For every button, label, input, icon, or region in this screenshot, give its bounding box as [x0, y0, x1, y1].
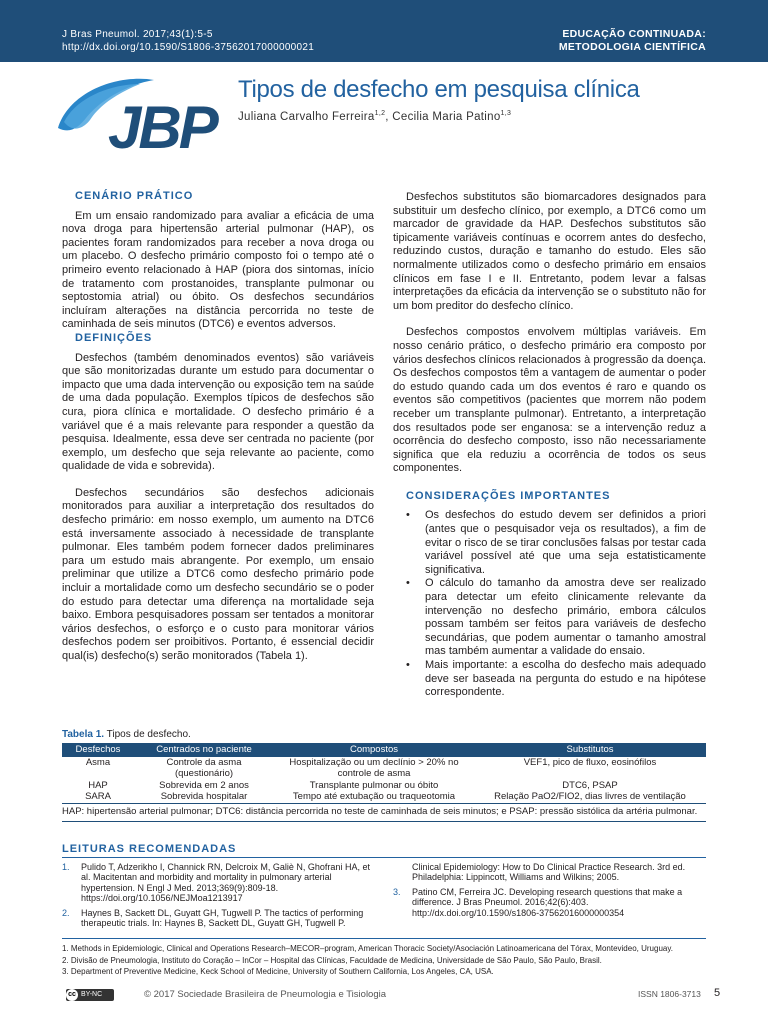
considerations-list: [406, 509, 706, 699]
cc-icon: cc: [66, 989, 78, 1001]
cc-license-badge[interactable]: [66, 989, 114, 1001]
references-heading: LEITURAS RECOMENDADAS: [62, 843, 706, 858]
table-cell: DTC6, PSAP: [562, 779, 618, 791]
reference-item: [393, 887, 706, 918]
table-cell: Hospitalização ou um declínio > 20% no controle de asma: [289, 756, 459, 779]
table-cell: HAP: [88, 779, 108, 791]
issn: ISSN 1806-3713: [638, 989, 701, 999]
table-caption: [62, 729, 706, 741]
author-1[interactable]: Juliana Carvalho Ferreira: [238, 110, 375, 123]
col-header: Substitutos: [566, 744, 614, 755]
journal-header-bar: [0, 0, 768, 62]
section-label: [559, 28, 706, 54]
reference-text[interactable]: Haynes B, Sackett DL, Guyatt GH, Tugwell P. The tactics of performing therapeutic trials. In: Haynes B, Sackett DL, Guyatt GH, Tugwell P.: [81, 907, 364, 929]
table-cell: Sobrevida em 2 anos: [159, 779, 249, 791]
list-item: • Os desfechos do estudo devem ser definidos a priori (antes que o pesquisador veja os resultados), a fim de evitar o risco de se tirar conclusões falsas por testar cada variável possível até que uma seja estatisticamente significativa.: [406, 509, 706, 577]
right-column: [393, 191, 706, 700]
table-cell: SARA: [62, 791, 134, 803]
jbp-logo: [50, 70, 225, 165]
list-item: • O cálculo do tamanho da amostra deve ser realizado para detectar um efeito clinicamente relevante da intervenção no desfecho primário, embora cálculos possam também ser feitos para variáveis de desfecho secundárias, que podem aumentar o tamanho amostral mas também aumentar a validade do ensaio.: [406, 577, 706, 659]
table-cell: Transplante pulmonar ou óbito: [309, 779, 439, 791]
table-cell: VEF1, pico de fluxo, eosinófilos: [523, 756, 657, 768]
table-caption-label: Tabela 1.: [62, 729, 105, 740]
col-header: Compostos: [349, 744, 399, 755]
reference-number: 3.: [393, 886, 401, 897]
citation-line: J Bras Pneumol. 2017;43(1):5-5: [62, 29, 213, 40]
author-separator: ,: [385, 110, 393, 123]
table-row: [62, 791, 706, 803]
col-header: Centrados no paciente: [156, 744, 252, 755]
table-1: [62, 729, 706, 822]
reference-item: [62, 908, 374, 929]
paragraph: Desfechos secundários são desfechos adicionais monitorados para auxiliar a interpretação dos resultados do desfecho primário: em nosso exemplo, um aumento na DTC6 está inversamente associado à necessidade de transplante pulmonar. Eles também podem fornecer dados preliminares para um estudo mais abrangente. Por exemplo, um ensaio preliminar que utilize a DTC6 como desfecho primário pode incluir a mortalidade como um desfecho secundário se o poder do estudo para detectar uma diferença na mortalidade seja baixo. Embora pesquisadores possam ser tentados a monitorar vários desfechos, o esforço e o custo para monitorar vários desfechos podem ser proibitivos. Portanto, é essencial decidir qual(is) desfecho(s) serão monitorados (Tabela 1).: [62, 486, 374, 662]
section-line-1: EDUCAÇÃO CONTINUADA:: [562, 28, 706, 40]
copyright: © 2017 Sociedade Brasileira de Pneumologia e Tisiologia: [144, 989, 387, 1000]
section-line-2: METODOLOGIA CIENTÍFICA: [558, 41, 706, 53]
reference-item: [393, 862, 706, 883]
table-caption-text: Tipos de desfecho.: [104, 729, 191, 740]
article-title: Tipos de desfecho em pesquisa clínica: [238, 76, 640, 103]
references-section: [62, 843, 706, 942]
author-1-affil: 1,2: [374, 110, 386, 117]
list-item: • Mais importante: a escolha do desfecho mais adequado deve ser baseada na pergunta do estudo e na hipótese correspondente.: [406, 659, 706, 700]
table-row: [62, 757, 706, 780]
table-cell: Tempo até extubação ou traqueotomia: [274, 791, 474, 803]
col-header: Desfechos: [75, 744, 121, 755]
table-header-row: [62, 743, 706, 757]
logo-text: JBP: [108, 94, 216, 161]
table-cell: Sobrevida hospitalar: [134, 791, 274, 803]
outcomes-table: [62, 743, 706, 804]
author-2-affil: 1,3: [500, 110, 512, 117]
affiliation-line: 3. Department of Preventive Medicine, Keck School of Medicine, University of Southern California, Los Angeles, CA, USA.: [62, 967, 494, 976]
section-heading-consideracoes: CONSIDERAÇÕES IMPORTANTES: [406, 489, 611, 502]
section-heading-cenario: CENÁRIO PRÁTICO: [75, 190, 194, 202]
affiliation-line: 1. Methods in Epidemiologic, Clinical and Operations Research–MECOR–program, American Thoracic Society/Asociación Latinoamericana del Tórax, Montevideo, Uruguay.: [62, 944, 673, 953]
reference-text[interactable]: Clinical Epidemiology: How to Do Clinical Practice Research. 3rd ed. Philadelphia: Lippincott, Williams and Wilkins; 2005.: [412, 862, 686, 883]
left-column: [62, 190, 374, 664]
table-footnote: HAP: hipertensão arterial pulmonar; DTC6: distância percorrida no teste de caminhada de seis minutos; e PSAP: pressão sistólica da artéria pulmonar.: [62, 804, 706, 822]
license-label: BY-NC: [81, 991, 103, 998]
reference-text[interactable]: Patino CM, Ferreira JC. Developing research questions that make a difference. J Bras Pneumol. 2016;42(6):403. http://dx.doi.org/10.1590/s1806-37562016000000354: [412, 886, 683, 918]
authors-line: [238, 110, 511, 123]
citation-block: [62, 28, 314, 54]
table-cell: Asma: [85, 756, 111, 768]
references-right: [393, 862, 706, 922]
reference-number: 1.: [62, 862, 70, 872]
table-cell: Controle da asma (questionário): [166, 756, 242, 779]
reference-number: 2.: [62, 907, 70, 918]
section-heading-definicoes: DEFINIÇÕES: [75, 331, 153, 344]
affiliations: [62, 938, 706, 978]
page-footer: [62, 988, 726, 1002]
page-number: 5: [714, 987, 721, 999]
author-2[interactable]: Cecilia Maria Patino: [392, 110, 501, 123]
affiliation-line: 2. Divisão de Pneumologia, Instituto do Coração – InCor – Hospital das Clínicas, Faculdade de Medicina, Universidade de São Paulo, São Paulo, Brasil.: [62, 955, 602, 965]
paragraph: Desfechos substitutos são biomarcadores designados para substituir um desfecho clínico, por exemplo, a DTC6 como um marcador de gravidade da HAP. Desfechos substitutos são tipicamente variáveis contínuas e ocorrem antes do desfecho, reduzindo custos, duração e tamanho do estudo. Eles são normalmente utilizados como o desfecho primário em ensaios clínicos em fase I e II. Entretanto, podem levar a falsas interpretações da eficácia da intervenção se o substituto não for um bom preditor do desfecho clínico.: [393, 191, 706, 312]
reference-item: [62, 862, 374, 904]
reference-text[interactable]: Pulido T, Adzerikho I, Channick RN, Delcroix M, Galiè N, Ghofrani HA, et al. Macitentan and morbidity and mortality in pulmonary arterial hypertension. N Engl J Med. 2013;369(9):809-18. https://doi.org/10.1056/NEJMoa1213917: [81, 862, 370, 904]
paragraph: Desfechos compostos envolvem múltiplas variáveis. Em nosso cenário prático, o desfecho primário era composto por vários desfechos clínicos relacionados à progressão da doença. Os desfechos compostos têm a vantagem de aumentar o poder do estudo quando cada um dos eventos é raro e quando os eventos são competitivos (pacientes que morrem não podem receber um transplante pulmonar). Entretanto, a interpretação dos resultados pode ser enganosa: se a intervenção reduz a ocorrência do desfecho composto, isso não necessariamente significa que ela reduziu a ocorrência de todos os seus componentes.: [393, 326, 706, 475]
references-left: [62, 862, 374, 932]
doi-link[interactable]: http://dx.doi.org/10.1590/S1806-37562017000000021: [62, 42, 315, 53]
paragraph: Em um ensaio randomizado para avaliar a eficácia de uma nova droga para hipertensão arterial pulmonar (HAP), os pacientes foram randomizados para receber a nova droga ou um placebo. O desfecho primário composto foi o tempo até o primeiro evento relacionado à HAP (piora dos sintomas, início de tratamento com prostanoides, transplante pulmonar ou septostomia atrial) ou óbito. Os desfechos secundários incluíram alterações na distância percorrida no teste de caminhada de seis minutos (DTC6) e eventos adversos.: [62, 209, 374, 331]
table-cell: Relação PaO2/FIO2, dias livres de ventilação: [474, 791, 706, 803]
paragraph: Desfechos (também denominados eventos) são variáveis que são monitorizadas durante um estudo para documentar o impacto que uma dada intervenção ou exposição tem na saúde de uma dada população. Exemplos típicos de desfechos são cura, piora clínica e mortalidade. O desfecho primário é a variável que é a mais relevante para responder a questão da pesquisa. Idealmente, essa deve ser centrada no paciente (por exemplo, um desfecho que seja relevante ao paciente, como qualidade de vida e sobrevida).: [62, 351, 374, 473]
table-row: [62, 780, 706, 792]
